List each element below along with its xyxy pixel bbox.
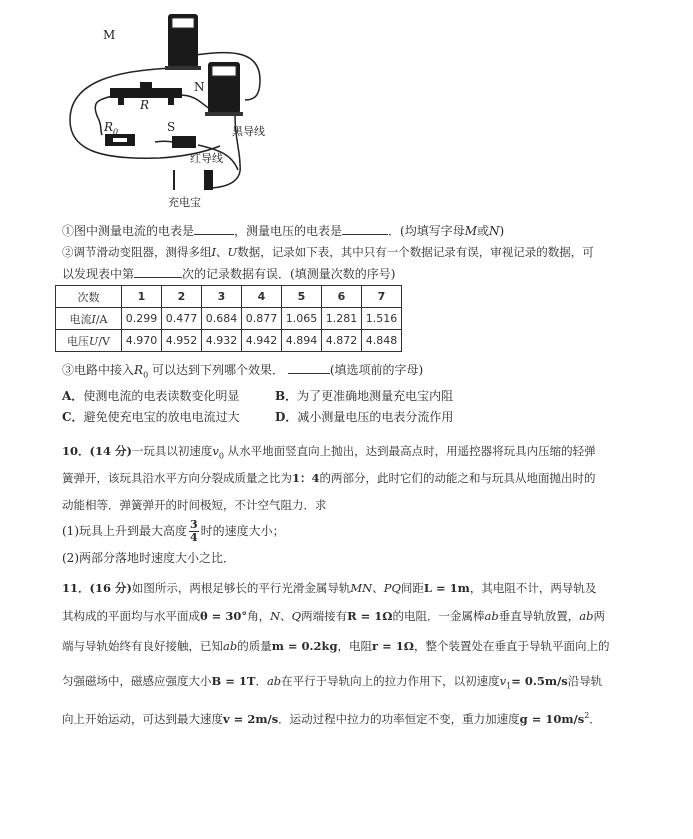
row-label-text: 电压 <box>67 334 90 348</box>
fraction-denominator: 4 <box>190 531 198 544</box>
answer-blank-voltage-meter[interactable] <box>342 222 388 235</box>
var-R0-sub: 0 <box>143 370 149 380</box>
question-score: (16 分) <box>89 581 132 595</box>
table-cell: 4.894 <box>282 330 322 352</box>
label-R0-sub: 0 <box>113 127 119 137</box>
question-11-line-5 <box>62 708 601 727</box>
var-v0-sub: 0 <box>218 451 224 461</box>
q3-text: 可以达到下列哪个效果． <box>151 363 284 377</box>
option-letter: D． <box>275 410 298 424</box>
circuit-figure <box>60 0 300 215</box>
answer-blank-wrong-record[interactable] <box>134 265 182 278</box>
q3-text: ③电路中接入 <box>62 363 135 377</box>
q10-text: 一玩具以初速度 <box>131 444 213 458</box>
q10-sub-text: (1)玩具上升到最大高度 <box>62 524 187 538</box>
row-label-voltage <box>56 330 122 352</box>
q2-text: ②调节滑动变阻器，测得多组 <box>62 245 212 259</box>
q10-text: 动能相等．弹簧弹开的时间极短，不计空气阻力．求 <box>62 498 327 512</box>
q11-text: ，电阻 <box>337 639 373 653</box>
q11-text: ，其电阻不计，两导轨及 <box>469 581 597 595</box>
q11-text: 其构成的平面均与水平面成 <box>62 609 200 623</box>
question-1-line <box>62 222 504 239</box>
table-cell: 0.877 <box>242 308 282 330</box>
question-number: 11． <box>62 581 90 595</box>
question-10-sub-1 <box>62 519 285 544</box>
label-power-bank: 充电宝 <box>168 196 201 209</box>
q11-text: ，整个装置处在垂直于导轨平面向上的 <box>414 639 610 653</box>
q2-text: 数据，记录如下表，其中只有一个数据记录有误，审视记录的数据，可 <box>237 245 594 259</box>
table-column-header: 5 <box>282 286 322 308</box>
q11-text: 沿导轨 <box>567 674 603 688</box>
option-text: 使测电流的电表读数变化明显 <box>83 389 240 403</box>
q1-text: ，测量电压的电表是 <box>234 224 343 238</box>
var-M: M <box>464 224 478 238</box>
var-ab: ab <box>223 639 238 653</box>
eq-m: m = 0.2kg <box>271 639 338 653</box>
q1-text: ①图中测量电流的电表是 <box>62 224 195 238</box>
eq-v1: = 0.5m/s <box>511 674 568 688</box>
multimeter-M <box>165 14 201 70</box>
table-cell: 4.942 <box>242 330 282 352</box>
answer-blank-effect[interactable] <box>288 361 330 374</box>
label-red-wire: 红导线 <box>190 152 223 165</box>
label-N: N <box>194 80 205 94</box>
table-cell: 4.970 <box>122 330 162 352</box>
option-text: 为了更准确地测量充电宝内阻 <box>297 389 454 403</box>
table-row-voltage <box>56 330 402 352</box>
question-2-line-2 <box>62 265 395 282</box>
table-column-header: 2 <box>162 286 202 308</box>
question-3-line <box>62 361 423 383</box>
var-I: I <box>211 245 217 259</box>
q11-text: 如图所示，两根足够长的平行光滑金属导轨 <box>131 581 351 595</box>
table-cell: 4.872 <box>322 330 362 352</box>
label-black-wire: 黑导线 <box>232 125 265 138</box>
fraction-numerator: 3 <box>190 518 198 531</box>
var-PQ: PQ <box>383 581 401 595</box>
option-A <box>62 388 239 404</box>
table-cell: 0.299 <box>122 308 162 330</box>
q2-text: 次的记录数据有误．(填测量次数的序号) <box>182 267 396 281</box>
eq-theta: θ = 30° <box>200 609 248 623</box>
q1-text: 或 <box>477 224 490 238</box>
option-letter: A． <box>62 389 84 403</box>
table-cell: 1.281 <box>322 308 362 330</box>
var-MN: MN <box>350 581 373 595</box>
table-cell: 4.932 <box>202 330 242 352</box>
var-I: I <box>91 312 96 326</box>
q1-text: ．(均填写字母 <box>388 224 465 238</box>
var-ab: ab <box>266 674 282 688</box>
q10-sub-text: 时的速度大小； <box>200 524 285 538</box>
question-10-line-1 <box>62 443 596 464</box>
q3-text: (填选项前的字母) <box>329 363 424 377</box>
q10-text: 簧弹开，该玩具沿水平方向分裂成质量之比为 <box>62 471 292 485</box>
q11-text: 间距 <box>400 581 424 595</box>
eq-R: R = 1Ω <box>347 609 393 623</box>
q11-text: 、 <box>372 581 384 595</box>
var-ab: ab <box>484 609 499 623</box>
option-letter: C． <box>62 410 84 424</box>
eq-L: L = 1m <box>423 581 470 595</box>
table-cell: 0.684 <box>202 308 242 330</box>
option-letter: B． <box>275 389 298 403</box>
q11-text: 的质量 <box>237 639 272 653</box>
multimeter-N <box>205 62 243 116</box>
switch-S <box>172 136 196 148</box>
row-label-unit: /V <box>98 334 110 348</box>
var-R0: R <box>134 363 144 377</box>
q2-text: 以发现表中第 <box>62 267 135 281</box>
var-v0: v <box>212 444 219 458</box>
option-C <box>62 409 240 425</box>
q1-text: ) <box>499 224 505 238</box>
row-label-text: 电流 <box>69 312 92 326</box>
q11-text: 的电阻．一金属棒 <box>392 609 485 623</box>
table-cell: 4.952 <box>162 330 202 352</box>
question-11-line-3 <box>62 638 610 654</box>
mass-ratio: 1：4 <box>292 471 320 485</box>
label-R: R <box>140 98 150 112</box>
q11-text: ． <box>589 711 601 726</box>
eq-g-sup: 2 <box>584 711 590 720</box>
row-label-unit: /A <box>95 312 108 326</box>
table-column-header: 1 <box>122 286 162 308</box>
q11-text: 两 <box>593 609 605 623</box>
table-column-header: 3 <box>202 286 242 308</box>
question-number: 10． <box>62 444 90 458</box>
q11-text: 端与导轨始终有良好接触，已知 <box>62 639 223 653</box>
option-D <box>275 409 453 425</box>
question-2-line-1 <box>62 244 594 260</box>
q2-text: 、 <box>216 245 228 259</box>
eq-v-max: v = 2m/s <box>223 711 279 726</box>
table-cell: 4.848 <box>362 330 402 352</box>
label-R0 <box>104 120 118 136</box>
eq-r: r = 1Ω <box>372 639 414 653</box>
table-header-label: 次数 <box>56 286 122 308</box>
power-bank <box>173 170 213 190</box>
eq-g: g = 10m/s <box>519 711 585 726</box>
question-10-line-3 <box>62 497 327 513</box>
question-10-sub-2 <box>62 550 235 566</box>
measurement-table <box>55 285 402 352</box>
q11-text: 、 <box>280 609 292 623</box>
option-text: 减小测量电压的电表分流作用 <box>297 410 454 424</box>
var-N: N <box>270 609 281 623</box>
table-row-current <box>56 308 402 330</box>
option-B <box>275 388 453 404</box>
var-N: N <box>489 224 500 238</box>
question-11-line-2 <box>62 608 605 624</box>
q10-text: 从水平地面竖直向上抛出，达到最高点时，用遥控器将玩具内压缩的轻弹 <box>227 444 596 458</box>
answer-blank-current-meter[interactable] <box>194 222 234 235</box>
fraction-three-quarters <box>189 519 199 544</box>
q11-text: 两端接有 <box>301 609 348 623</box>
question-11-line-4 <box>62 673 602 694</box>
q11-text: 向上开始运动，可达到最大速度 <box>62 711 223 726</box>
table-column-header: 7 <box>362 286 402 308</box>
table-cell: 0.477 <box>162 308 202 330</box>
question-10-line-2 <box>62 470 596 486</box>
circuit-diagram <box>60 0 300 215</box>
table-cell: 1.065 <box>282 308 322 330</box>
var-U: U <box>89 334 99 348</box>
table-cell: 1.516 <box>362 308 402 330</box>
eq-B: B = 1T <box>211 674 256 688</box>
question-11-line-1 <box>62 580 596 596</box>
question-score: (14 分) <box>89 444 132 458</box>
q11-text: ．运动过程中拉力的功率恒定不变，重力加速度 <box>278 711 520 726</box>
row-label-current <box>56 308 122 330</box>
table-column-header: 6 <box>322 286 362 308</box>
var-ab: ab <box>579 609 594 623</box>
q11-text: 角， <box>247 609 271 623</box>
var-U: U <box>227 245 238 259</box>
var-Q: Q <box>291 609 302 623</box>
table-header-row <box>56 286 402 308</box>
table-column-header: 4 <box>242 286 282 308</box>
option-text: 避免使充电宝的放电电流过大 <box>83 410 240 424</box>
q10-sub-text: (2)两部分落地时速度大小之比． <box>62 551 235 565</box>
var-v1-sub: 1 <box>506 681 512 691</box>
q10-text: 的两部分，此时它们的动能之和与玩具从地面抛出时的 <box>319 471 596 485</box>
q11-text: 在平行于导轨向上的拉力作用下，以初速度 <box>281 674 500 688</box>
q11-text: ． <box>255 674 267 688</box>
label-M: M <box>103 28 116 42</box>
q11-text: 垂直导轨放置， <box>498 609 580 623</box>
q11-text: 匀强磁场中，磁感应强度大小 <box>62 674 212 688</box>
label-S: S <box>167 120 176 134</box>
var-v1: v <box>499 674 507 688</box>
label-R0-letter: R <box>104 120 114 134</box>
